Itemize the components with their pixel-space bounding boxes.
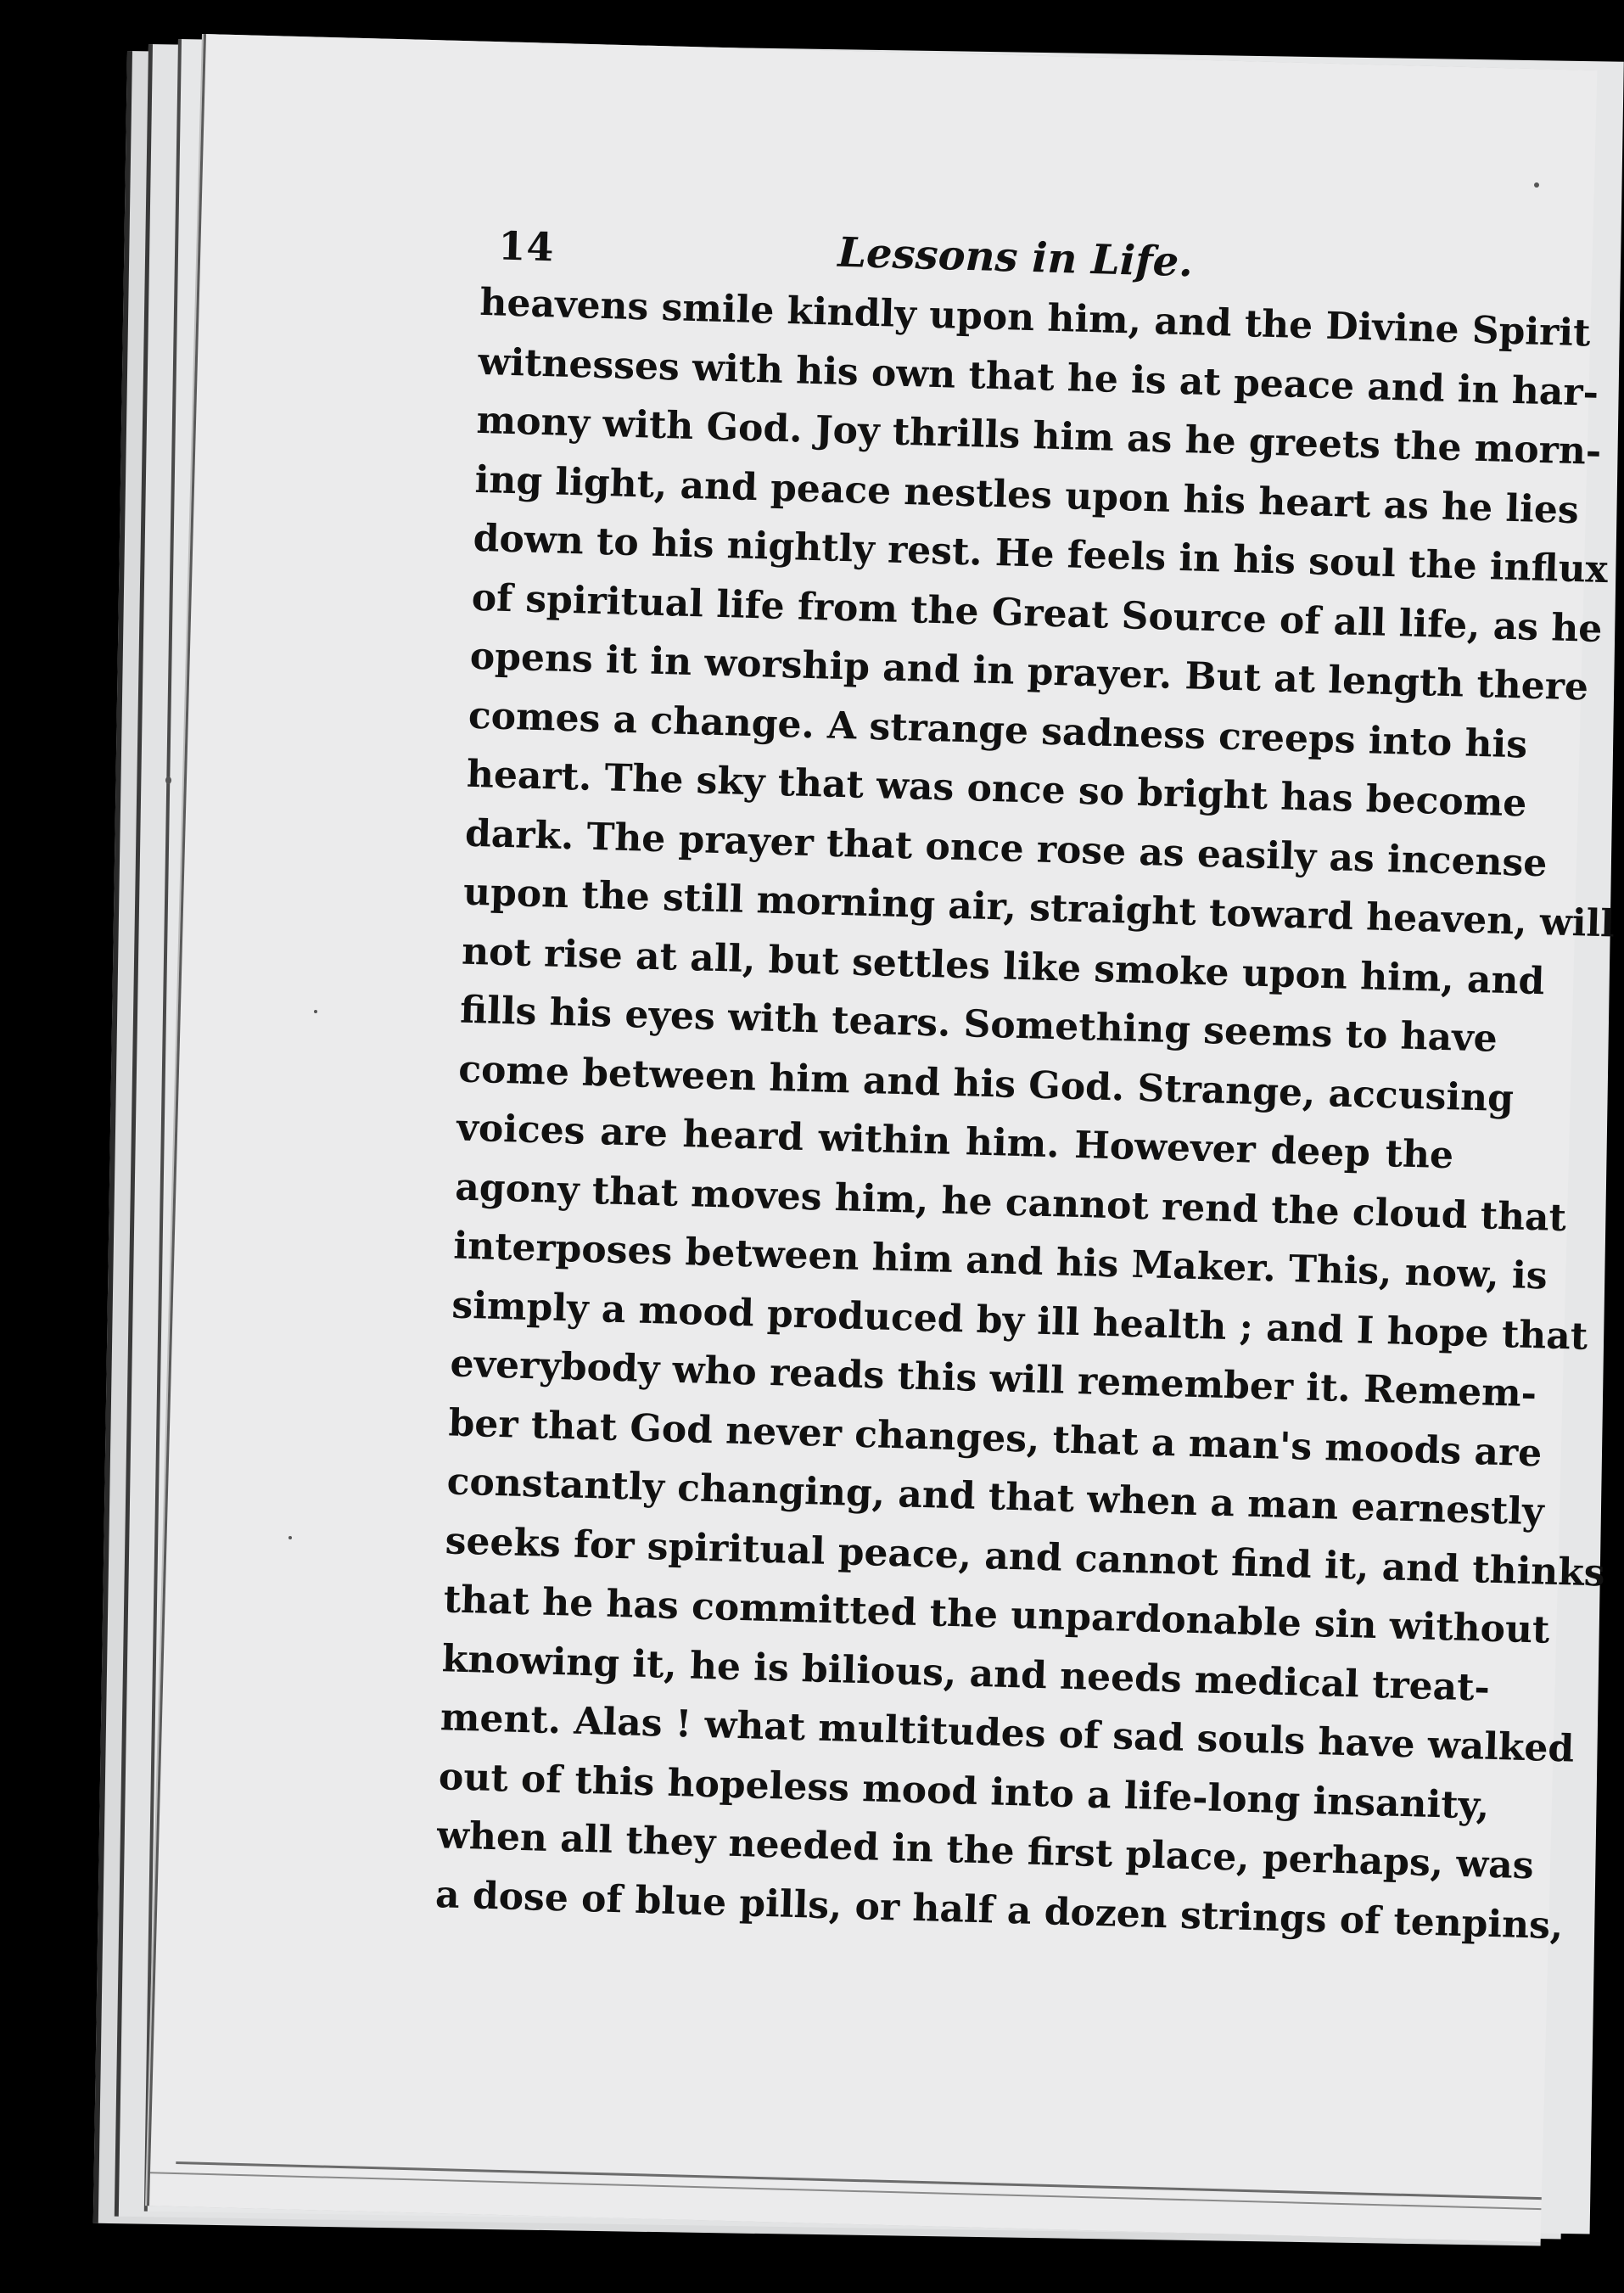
- ink-speck: [165, 776, 171, 784]
- text-line: not rise at all, but settles like smoke upon him, and: [461, 929, 1546, 1003]
- text-line: when all they needed in the first place, perhaps, was: [436, 1814, 1535, 1888]
- text-line: a dose of blue pills, or half a dozen strings of tenpins,: [434, 1872, 1564, 1948]
- text-line: everybody who reads this will remember it. Remem-: [449, 1342, 1537, 1416]
- text-line: heart. The sky that was once so bright has become: [466, 752, 1528, 826]
- body-text: [434, 273, 1616, 1952]
- text-line: constantly changing, and that when a man earnestly: [446, 1460, 1545, 1534]
- text-line: down to his nightly rest. He feels in his soul the influx: [473, 516, 1609, 592]
- text-line: that he has committed the unpardonable sin without: [443, 1578, 1550, 1652]
- text-line: heavens smile kindly upon him, and the Divine Spirit: [479, 280, 1592, 356]
- running-title: Lessons in Life.: [837, 228, 1194, 287]
- text-line: fills his eyes with tears. Something seems to have: [459, 988, 1498, 1061]
- text-line: upon the still morning air, straight toward heaven, will: [462, 870, 1616, 946]
- text-line: comes a change. A strange sadness creeps into his: [468, 693, 1528, 767]
- page-bottom-edge-shadow: [150, 2172, 1541, 2210]
- text-line: interposes between him and his Maker. This, now, is: [452, 1224, 1548, 1298]
- text-line: simply a mood produced by ill health ; and I hope that: [451, 1282, 1588, 1359]
- text-line: voices are heard within him. However deep the: [456, 1106, 1454, 1178]
- text-line: dark. The prayer that once rose as easily as incense: [464, 811, 1548, 885]
- text-line: ber that God never changes, that a man's moods are: [448, 1400, 1543, 1475]
- text-line: knowing it, he is bilious, and needs medical treat-: [441, 1636, 1491, 1710]
- text-line: mony with God. Joy thrills him as he greets the morn-: [475, 398, 1602, 474]
- page-content: [222, 165, 1616, 1950]
- text-line: of spiritual life from the Great Source of all life, as he: [471, 575, 1604, 651]
- text-line: out of this hopeless mood into a life-long insanity,: [438, 1754, 1490, 1828]
- text-line: seeks for spiritual peace, and cannot find it, and thinks: [445, 1518, 1606, 1595]
- page-bottom-edge: [176, 2161, 1542, 2200]
- text-line: opens it in worship and in prayer. But at length there: [469, 634, 1589, 709]
- text-line: come between him and his God. Strange, accusing: [457, 1047, 1515, 1120]
- page-number: 14: [497, 222, 556, 271]
- text-line: ment. Alas ! what multitudes of sad souls have walked: [440, 1696, 1575, 1771]
- text-line: ing light, and peace nestles upon his heart as he lies: [474, 457, 1580, 532]
- text-line: agony that moves him, he cannot rend the cloud that: [454, 1165, 1567, 1240]
- text-line: witnesses with his own that he is at peace and in har-: [477, 339, 1599, 415]
- ink-speck: [1534, 182, 1539, 188]
